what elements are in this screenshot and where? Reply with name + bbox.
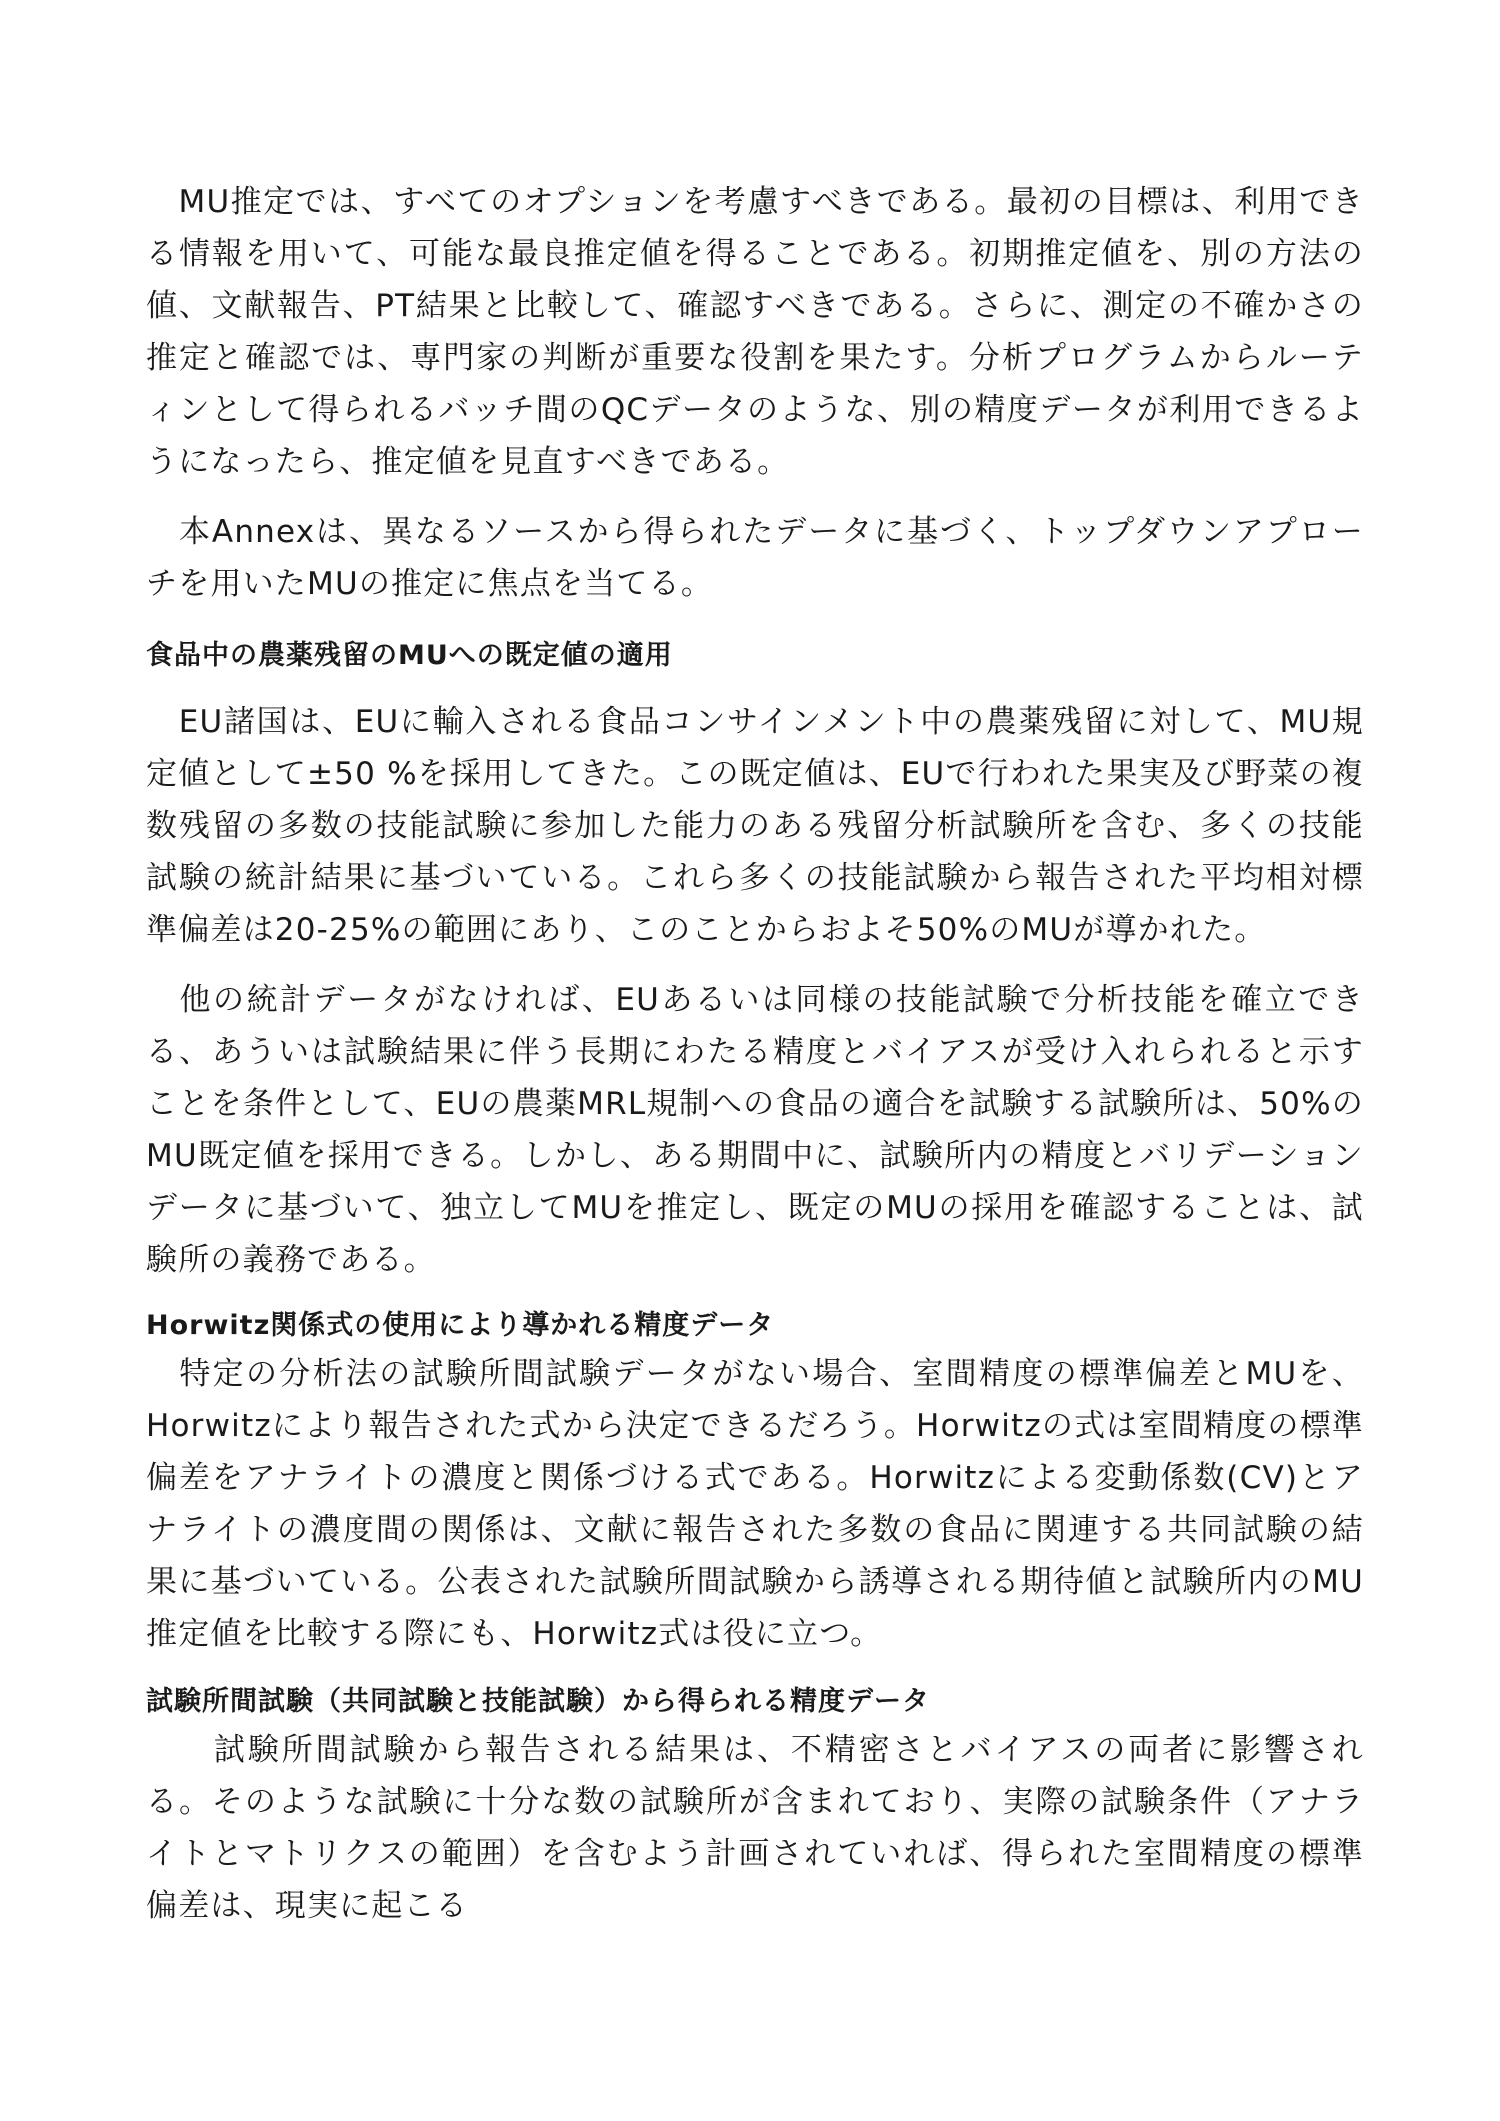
paragraph-eu-default-mu: EU諸国は、EUに輸入される食品コンサインメント中の農薬残留に対して、MU規定値として±50 %を採用してきた。この既定値は、EUで行われた果実及び野菜の複数残留の多数の技能試験に参加した能力のある残留分析試験所を含む、多くの技能試験の統計結果に基づいている。これら多くの技能試験から報告された平均相対標準偏差は20-25%の範囲にあり、このことからおよそ50%のMUが導かれた。 bbox=[146, 704, 1365, 948]
heading-default-mu-pesticide-residues: 食品中の農薬残留のMUへの既定値の適用 bbox=[146, 640, 673, 671]
heading-horwitz-precision: Horwitz関係式の使用により導かれる精度データ bbox=[146, 1310, 775, 1341]
heading-interlab-precision: 試験所間試験（共同試験と技能試験）から得られる精度データ bbox=[146, 1686, 930, 1717]
paragraph-horwitz-equation: 特定の分析法の試験所間試験データがない場合、室間精度の標準偏差とMUを、Horwitzにより報告された式から決定できるだろう。Horwitzの式は室間精度の標準偏差をアナライトの濃度と関係づける式である。Horwitzによる変動係数(CV)とアナライトの濃度間の関係は、文献に報告された多数の食品に関連する共同試験の結果に基づいている。公表された試験所間試験から誘導される期待値と試験所内のMU推定値を比較する際にも、Horwitz式は役に立つ。 bbox=[146, 1356, 1364, 1652]
paragraph-interlab-results: 試験所間試験から報告される結果は、不精密さとバイアスの両者に影響される。そのような試験に十分な数の試験所が含まれており、実際の試験条件（アナライトとマトリクスの範囲）を含むよう計画されていれば、得られた室間精度の標準偏差は、現実に起こる bbox=[146, 1732, 1364, 1924]
paragraph-mu-estimation-options: MU推定では、すべてのオプションを考慮すべきである。最初の目標は、利用できる情報を用いて、可能な最良推定値を得ることである。初期推定値を、別の方法の値、文献報告、PT結果と比較して、確認すべきである。さらに、測定の不確かさの推定と確認では、専門家の判断が重要な役割を果たす。分析プログラムからルーティンとして得られるバッチ間のQCデータのような、別の精度データが利用できるようになったら、推定値を見直すべきである。 bbox=[146, 184, 1364, 480]
paragraph-annex-scope: 本Annexは、異なるソースから得られたデータに基づく、トップダウンアプローチを用いたMUの推定に焦点を当てる。 bbox=[146, 514, 1364, 602]
document-page bbox=[146, 176, 1364, 1932]
paragraph-default-mu-conditions: 他の統計データがなければ、EUあるいは同様の技能試験で分析技能を確立できる、あういは試験結果に伴う長期にわたる精度とバイアスが受け入れられると示すことを条件として、EUの農薬MRL規制への食品の適合を試験する試験所は、50%のMU既定値を採用できる。しかし、ある期間中に、試験所内の精度とバリデーションデータに基づいて、独立してMUを推定し、既定のMUの採用を確認することは、試験所の義務である。 bbox=[146, 982, 1364, 1278]
